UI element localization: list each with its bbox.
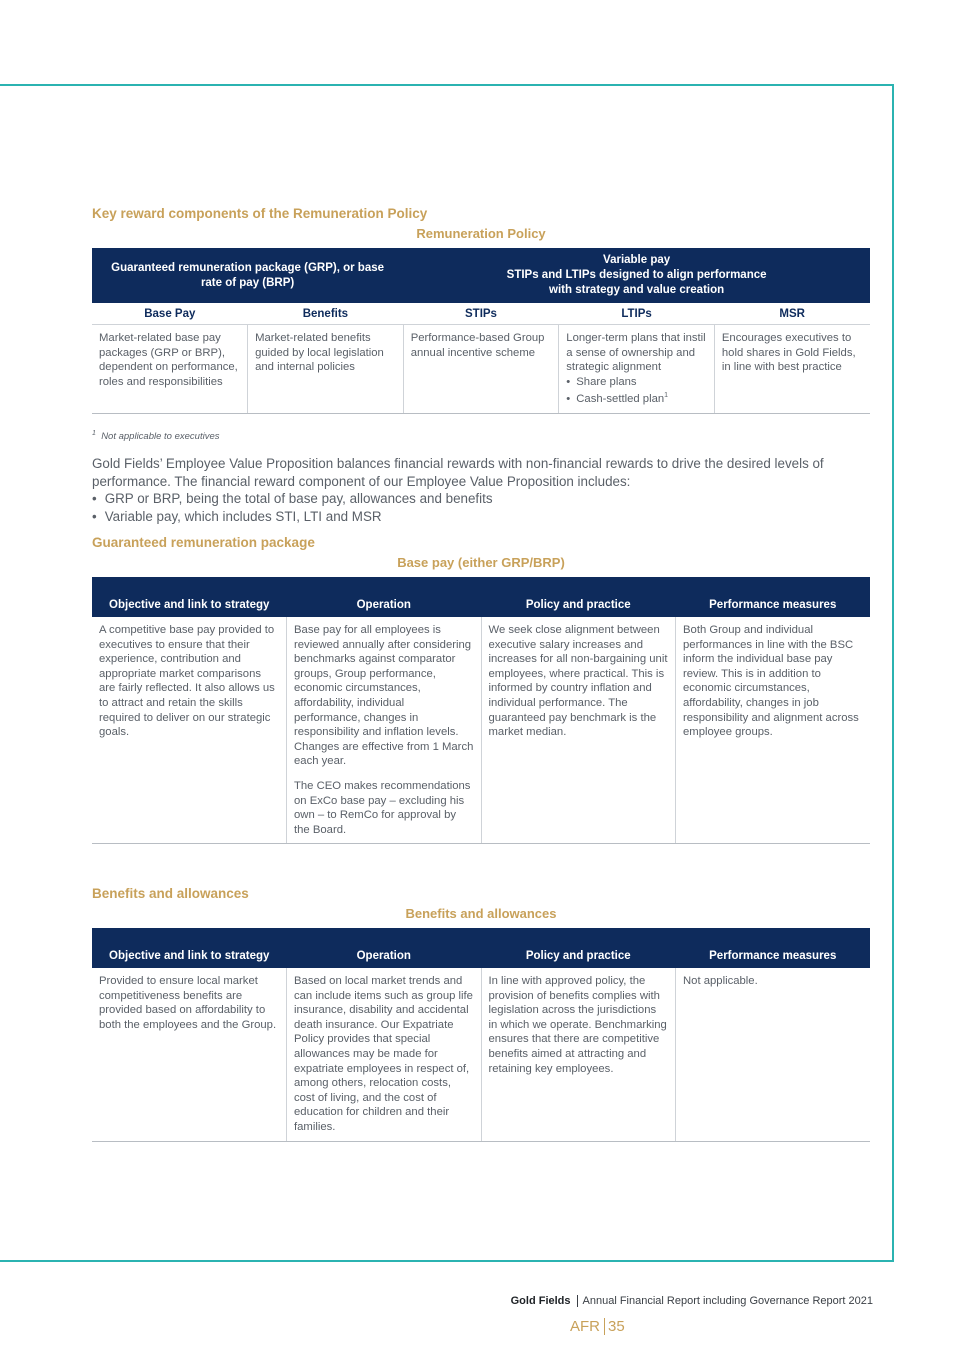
base-pay-table [92,577,870,844]
cell-operation: Based on local market trends and can include items such as group life insurance, disability and accidental death insurance. Our Expatriate Policy provides that special allowances may be made for expatriate employees in respect of, among others, relocation costs, cost of living, and the cost of education for children and their families. [287,968,482,1141]
column-header-policy: Policy and practice [481,928,676,968]
cell-policy: In line with approved policy, the provision of benefits complies with legislation across the jurisdictions in which we operate. Benchmarking ensures that there are competitive benefits aimed at attracting and retaining key employees. [481,968,676,1141]
column-header-benefits: Benefits [248,303,404,325]
intro-bullet-item: • GRP or BRP, being the total of base pay, allowances and benefits [92,490,882,508]
column-header-msr: MSR [714,303,870,325]
section-code: AFR [570,1318,605,1335]
footnote-reference: 1 [664,392,669,400]
cell-base-pay: Market-related base pay packages (GRP or BRP), dependent on performance, roles and responsibilities [92,325,248,414]
column-header-performance: Performance measures [676,928,871,968]
benefits-table [92,928,870,1142]
ltips-list-item: • Cash-settled plan$^1$ [566,389,707,406]
page-footer [511,1295,873,1307]
intro-text [92,455,882,525]
column-header-stips: STIPs [403,303,559,325]
table-title-benefits: Benefits and allowances [405,906,557,921]
remuneration-policy-table [92,248,870,414]
cell-ltips [559,325,715,414]
footer-brand: Gold Fields [511,1295,578,1307]
column-header-policy: Policy and practice [481,577,676,617]
page-number-value: 35 [608,1318,625,1335]
page-number [570,1318,625,1335]
header-variable-pay-line1: Variable pay [603,254,671,266]
section-heading-reward-components: Key reward components of the Remuneration Policy [92,206,428,221]
cell-stips: Performance-based Group annual incentive scheme [403,325,559,414]
column-header-performance: Performance measures [676,577,871,617]
footer-report-title: Annual Financial Report including Governance Report 2021 [582,1295,873,1307]
column-header-ltips: LTIPs [559,303,715,325]
section-heading-guaranteed-remuneration: Guaranteed remuneration package [92,535,315,550]
cell-performance: Both Group and individual performances in line with the BSC inform the individual base pay review. This is in addition to economic circumstances, affordability, changes in job responsibility and alignment across employee groups. [676,617,871,844]
intro-bullet-item: • Variable pay, which includes STI, LTI and MSR [92,508,882,526]
header-guaranteed-remuneration: Guaranteed remuneration package (GRP), or base rate of pay (BRP) [92,248,403,303]
header-variable-pay-line2: STIPs and LTIPs designed to align performance [506,269,767,281]
footnote-mark: 1 [92,430,96,437]
operation-paragraph: The CEO makes recommendations on ExCo base pay – excluding his own – to RemCo for approval by the Board. [294,779,471,836]
operation-paragraph: Base pay for all employees is reviewed annually after considering benchmarks against comparator groups, Group performance, economic circumstances, affordability, individual performance, changes in responsibility and inflation levels. Changes are effective from 1 March each year. [294,624,474,768]
footnote-text: Not applicable to executives [101,431,220,443]
cell-benefits: Market-related benefits guided by local legislation and internal policies [248,325,404,414]
column-header-base-pay: Base Pay [92,303,248,325]
table-title-remuneration-policy: Remuneration Policy [416,226,546,241]
cell-performance: Not applicable. [676,968,871,1141]
intro-paragraph: Gold Fields’ Employee Value Proposition balances financial rewards with non-financial rewards to drive the desired levels of performance. The financial reward component of our Employee Value Proposition includes: [92,456,824,489]
cell-msr: Encourages executives to hold shares in Gold Fields, in line with best practice [714,325,870,414]
cell-objective: Provided to ensure local market competitiveness benefits are provided based on affordability to both the employees and the Group. [92,968,287,1141]
cell-operation [287,617,482,844]
header-variable-pay-line3: with strategy and value creation [549,284,725,296]
section-heading-benefits: Benefits and allowances [92,886,249,901]
ltips-list-item: • Share plans [566,375,707,390]
intro-bullet-list [92,490,882,525]
ltips-description: Longer-term plans that instil a sense of ownership and strategic alignment [566,332,706,374]
ltips-list [566,375,707,407]
footnote [92,430,219,442]
column-header-objective: Objective and link to strategy [92,928,287,968]
column-header-operation: Operation [287,928,482,968]
cell-policy: We seek close alignment between executive salary increases and increases for all non-bargaining unit employees, where practical. This is informed by country inflation and individual performance. The guaranteed pay benchmark is the market median. [481,617,676,844]
column-header-objective: Objective and link to strategy [92,577,287,617]
column-header-operation: Operation [287,577,482,617]
cell-objective: A competitive base pay provided to executives to ensure that their experience, contribution and appropriate market comparisons are fairly reflected. It also allows us to attract and retain the skills required to deliver on our strategic goals. [92,617,287,844]
table-title-base-pay: Base pay (either GRP/BRP) [397,555,565,570]
header-variable-pay [403,248,870,303]
